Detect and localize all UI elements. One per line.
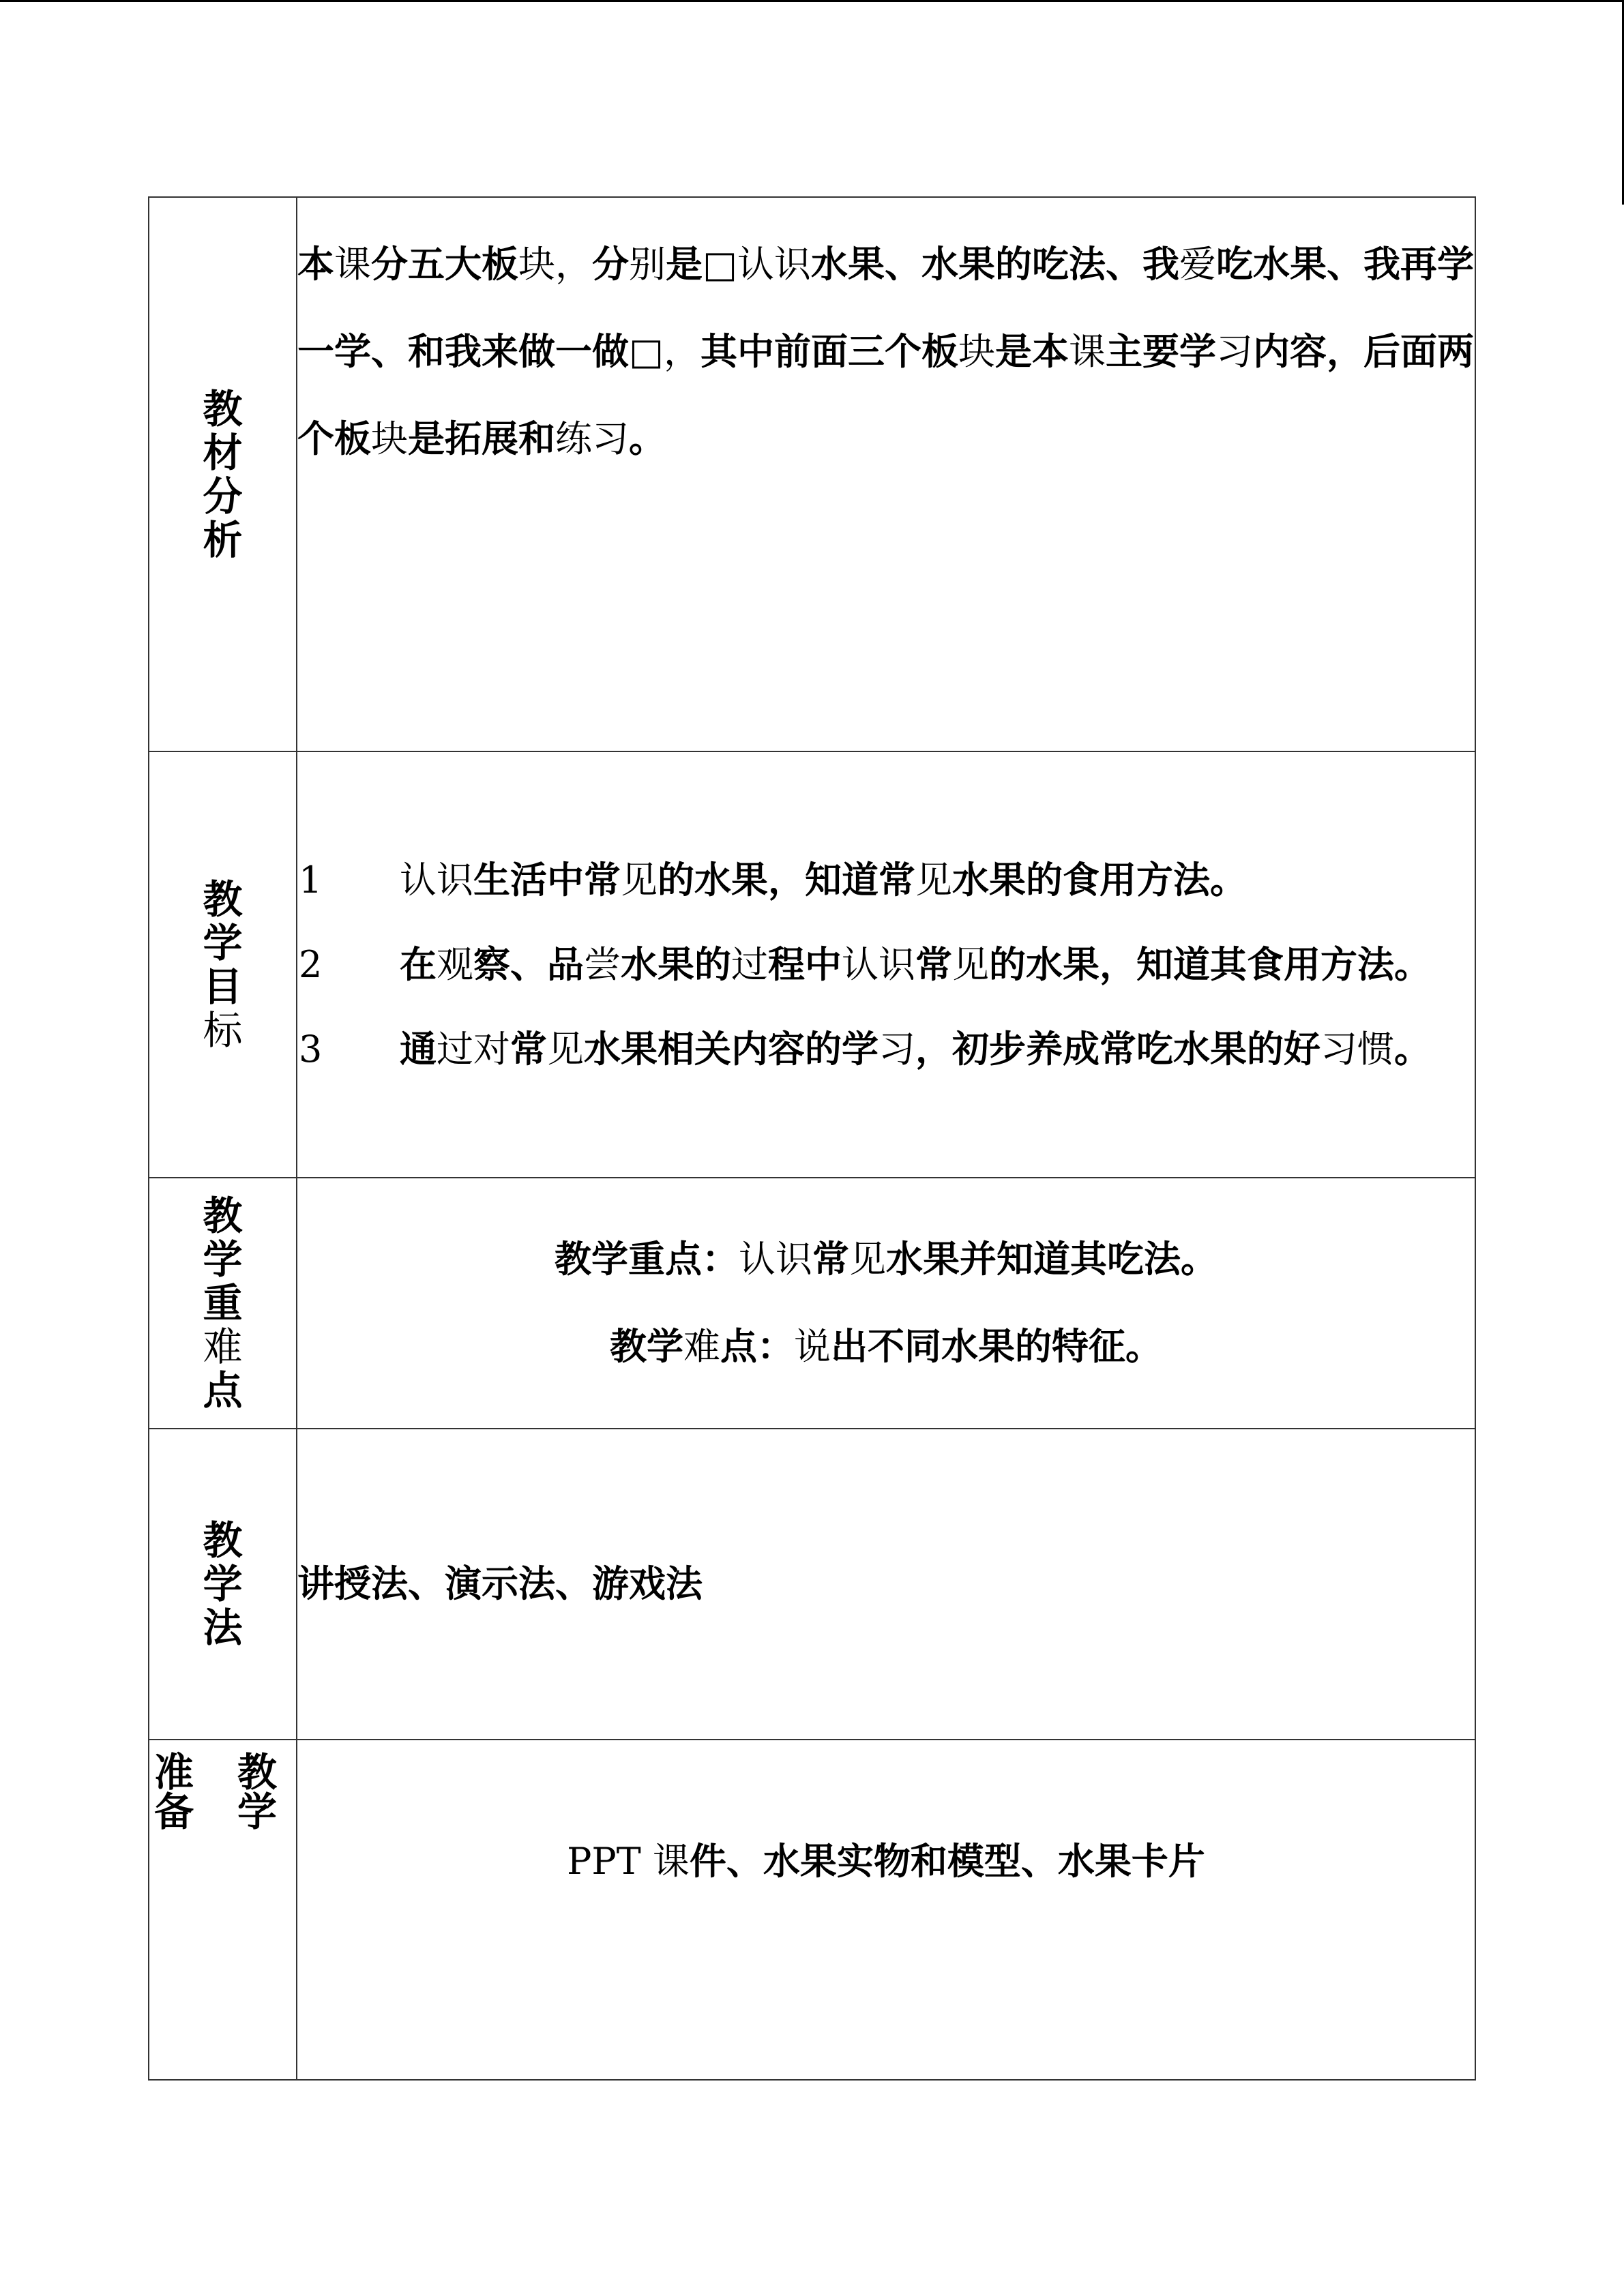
text-run: 常: [510, 1027, 547, 1071]
text-run: 水果相关内容的学: [584, 1027, 879, 1071]
label-char: 析: [203, 516, 243, 563]
text-run: 水果并知道其吃法。: [886, 1238, 1217, 1281]
text-run: 观: [437, 942, 473, 986]
text-run: 习: [1216, 330, 1254, 373]
label-prep: [149, 1740, 296, 2079]
text-run: 水果的: [621, 942, 731, 986]
text-run: 认识: [842, 942, 915, 986]
text-run: 见: [952, 942, 989, 986]
label-char: 教: [203, 876, 243, 923]
label-cell-methods: [149, 1429, 297, 1740]
label-char: 教: [203, 385, 243, 432]
row-teaching-methods: [149, 1429, 1475, 1740]
content-cell-prep: [297, 1740, 1475, 2080]
text-run: 习惯: [1320, 1027, 1394, 1071]
text-run: 在: [400, 942, 437, 986]
label-char: 目: [203, 963, 243, 1010]
page-top-border: [0, 0, 1624, 2]
goal-item: [297, 838, 1475, 923]
content-cell-methods: [297, 1429, 1475, 1740]
text-run: □认识: [703, 243, 812, 286]
text-run: 授法、演示法、游: [334, 1562, 629, 1605]
text-run: 练习: [555, 417, 629, 460]
label-char: 学: [203, 1236, 243, 1283]
label-prep-right: [237, 1749, 278, 1835]
text-run: 。: [1394, 1027, 1431, 1071]
text-run: 实: [836, 1840, 874, 1883]
label-char: 难: [203, 1324, 243, 1370]
text-run: 习: [879, 1027, 915, 1071]
text-run: 察、品: [473, 942, 584, 986]
text-run: 点：: [720, 1325, 794, 1368]
goal-item: [297, 1007, 1475, 1092]
text-run: 法: [666, 1562, 703, 1605]
label-analysis: [201, 387, 245, 562]
text-run: 其中前面三个板: [700, 330, 959, 373]
goal-text: [400, 838, 1247, 923]
methods-text: [297, 1564, 1475, 1605]
goal-number: 2: [299, 942, 323, 986]
label-methods: [201, 1519, 245, 1650]
content-cell-goals: [297, 751, 1475, 1178]
label-char: 准: [153, 1749, 194, 1795]
text-run: 是拓展和: [408, 417, 555, 460]
text-run: 块: [371, 417, 408, 460]
label-cell-prep: [149, 1740, 297, 2080]
label-cell-goals: [149, 751, 297, 1178]
text-run: 块，: [518, 243, 592, 286]
label-char: 法: [203, 1605, 243, 1651]
text-run: 常: [915, 942, 952, 986]
text-run: 主要学: [1106, 330, 1217, 373]
text-run: 是本: [995, 330, 1069, 373]
text-run: 程中: [768, 942, 842, 986]
analysis-text: [297, 221, 1475, 483]
text-run: 本: [297, 243, 334, 286]
text-run: 认识: [739, 1238, 812, 1281]
text-run: 内容，后面两个板: [297, 330, 1475, 460]
text-run: 说: [794, 1325, 831, 1368]
label-char: 材: [203, 429, 243, 476]
text-run: ，初步养成常吃水果的好: [915, 1027, 1320, 1071]
label-char: 备: [153, 1789, 194, 1835]
text-run: 课: [1069, 330, 1106, 373]
text-run: 难: [683, 1325, 720, 1368]
text-run: 生活中常: [473, 858, 621, 901]
label-char: 教: [203, 1517, 243, 1564]
label-char: 点: [203, 1367, 243, 1414]
text-run: 。: [629, 417, 666, 460]
text-run: 教学: [610, 1325, 683, 1368]
row-teaching-preparation: [149, 1740, 1475, 2080]
label-char: 教: [203, 1193, 243, 1239]
text-run: 块: [958, 330, 996, 373]
text-run: 吃水果、我再学一学、和我来做一做: [297, 243, 1475, 373]
text-run: 见: [547, 1027, 584, 1071]
goal-text: [400, 1007, 1431, 1092]
text-run: 的水果，知道常: [658, 858, 915, 901]
prep-text: [297, 1841, 1475, 1882]
text-run: 见: [915, 858, 952, 901]
label-char: 分: [203, 473, 243, 520]
label-char: 重: [203, 1280, 243, 1326]
goal-item: [297, 923, 1475, 1007]
label-char: 学: [237, 1789, 277, 1835]
text-run: 物和模型、水果卡片: [873, 1840, 1205, 1883]
text-run: 水果、水果的吃法、我: [811, 243, 1180, 286]
text-run: □，: [629, 330, 701, 373]
goal-text: [400, 923, 1431, 1007]
text-run: PPT 课: [567, 1840, 690, 1883]
text-run: 分: [592, 243, 629, 286]
label-cell-key-points: [149, 1178, 297, 1429]
label-char: 教: [237, 1749, 277, 1795]
content-cell-key-points: [297, 1178, 1475, 1429]
lesson-plan-table: [148, 196, 1476, 2081]
text-run: 尝: [584, 942, 621, 986]
content-cell-analysis: [297, 197, 1475, 751]
goals-list: [297, 838, 1475, 1092]
text-run: 爱: [1179, 243, 1217, 286]
text-run: 水果的食用方法。: [952, 858, 1247, 901]
row-teaching-goals: [149, 751, 1475, 1178]
label-prep-left: [153, 1749, 194, 1835]
label-char: 学: [203, 1561, 243, 1607]
text-run: 见: [621, 858, 658, 901]
text-run: 分五大板: [371, 243, 518, 286]
text-run: 教学重点：: [555, 1238, 739, 1281]
text-run: 件、水果: [689, 1840, 837, 1883]
text-run: 课: [334, 243, 371, 286]
text-run: 是: [666, 243, 703, 286]
key-point-line-1: [297, 1216, 1475, 1303]
text-run: 出不同水果的特征。: [831, 1325, 1162, 1368]
label-cell-analysis: [149, 197, 297, 751]
text-run: 的水果，知道其食用方法。: [989, 942, 1431, 986]
text-run: 认识: [400, 858, 473, 901]
text-run: 通: [400, 1027, 437, 1071]
text-run: 过: [731, 942, 768, 986]
text-run: 别: [629, 243, 666, 286]
text-run: 戏: [629, 1562, 666, 1605]
goal-number: 1: [299, 858, 323, 901]
goal-number: 3: [299, 1027, 323, 1071]
label-char: 标: [203, 1007, 243, 1054]
text-run: 过对: [437, 1027, 510, 1071]
row-teaching-material-analysis: [149, 197, 1475, 751]
key-point-line-2: [297, 1303, 1475, 1390]
text-run: 讲: [297, 1562, 334, 1605]
label-goals: [201, 878, 245, 1052]
label-key-points: [201, 1194, 245, 1412]
text-run: 见: [849, 1238, 886, 1281]
row-key-points: [149, 1178, 1475, 1429]
label-char: 学: [203, 919, 243, 966]
text-run: 常: [812, 1238, 849, 1281]
